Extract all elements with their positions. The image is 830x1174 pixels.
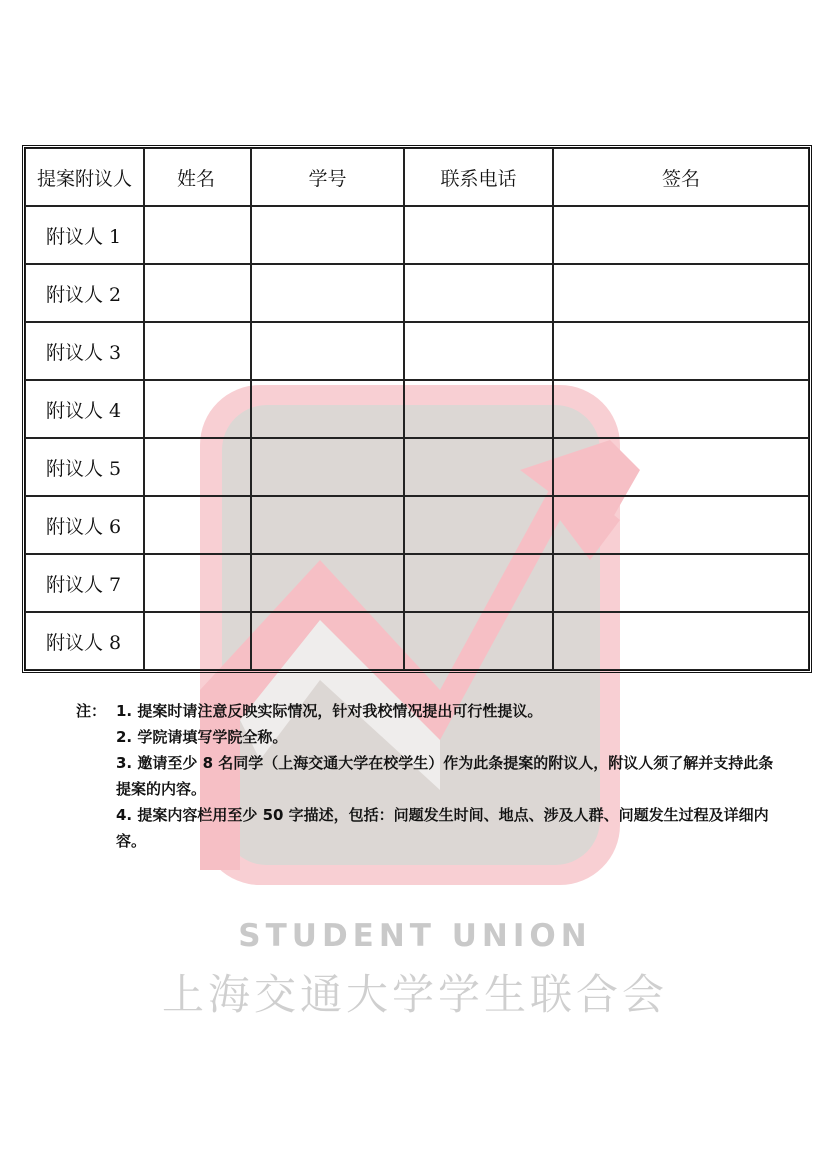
- note-item: [76, 698, 776, 724]
- student-id-cell[interactable]: [251, 322, 404, 380]
- signature-cell[interactable]: [553, 554, 809, 612]
- notes-prefix: 注：: [76, 702, 107, 720]
- row-label: 附议人 2: [25, 264, 144, 322]
- student-id-cell[interactable]: [251, 554, 404, 612]
- phone-cell[interactable]: [404, 322, 553, 380]
- notes-section: [76, 698, 776, 854]
- name-cell[interactable]: [144, 496, 251, 554]
- student-id-cell[interactable]: [251, 380, 404, 438]
- note-text: 1. 提案时请注意反映实际情况，针对我校情况提出可行性提议。: [116, 702, 543, 720]
- table-row: [25, 612, 809, 670]
- name-cell[interactable]: [144, 264, 251, 322]
- note-text: 2. 学院请填写学院全称。: [116, 728, 288, 746]
- row-label: 附议人 6: [25, 496, 144, 554]
- table-row: [25, 438, 809, 496]
- watermark-english-text: STUDENT UNION: [238, 918, 592, 954]
- header-signature: 签名: [553, 148, 809, 206]
- note-text: 3. 邀请至少 8 名同学（上海交通大学在校学生）作为此条提案的附议人，附议人须了解并支持此条提案的内容。: [116, 754, 774, 798]
- signature-cell[interactable]: [553, 206, 809, 264]
- header-name: 姓名: [144, 148, 251, 206]
- phone-cell[interactable]: [404, 206, 553, 264]
- table-header-row: [25, 148, 809, 206]
- note-text: 4. 提案内容栏用至少 50 字描述，包括：问题发生时间、地点、涉及人群、问题发生过程及详细内容。: [116, 806, 769, 850]
- table-row: [25, 322, 809, 380]
- student-id-cell[interactable]: [251, 206, 404, 264]
- name-cell[interactable]: [144, 206, 251, 264]
- table-row: [25, 206, 809, 264]
- table-row: [25, 380, 809, 438]
- table-row: [25, 264, 809, 322]
- phone-cell[interactable]: [404, 438, 553, 496]
- note-item: [76, 724, 776, 750]
- row-label: 附议人 1: [25, 206, 144, 264]
- name-cell[interactable]: [144, 380, 251, 438]
- student-id-cell[interactable]: [251, 496, 404, 554]
- student-id-cell[interactable]: [251, 438, 404, 496]
- header-phone: 联系电话: [404, 148, 553, 206]
- note-item: [76, 750, 776, 802]
- header-seconders: 提案附议人: [25, 148, 144, 206]
- table-row: [25, 496, 809, 554]
- table-row: [25, 554, 809, 612]
- name-cell[interactable]: [144, 554, 251, 612]
- signature-cell[interactable]: [553, 322, 809, 380]
- signature-cell[interactable]: [553, 496, 809, 554]
- name-cell[interactable]: [144, 612, 251, 670]
- watermark-chinese-text: 上海交通大学学生联合会: [161, 970, 668, 1019]
- header-student-id: 学号: [251, 148, 404, 206]
- row-label: 附议人 4: [25, 380, 144, 438]
- phone-cell[interactable]: [404, 380, 553, 438]
- row-label: 附议人 7: [25, 554, 144, 612]
- note-item: [76, 802, 776, 854]
- phone-cell[interactable]: [404, 612, 553, 670]
- signature-cell[interactable]: [553, 264, 809, 322]
- signature-cell[interactable]: [553, 438, 809, 496]
- phone-cell[interactable]: [404, 496, 553, 554]
- phone-cell[interactable]: [404, 554, 553, 612]
- student-id-cell[interactable]: [251, 264, 404, 322]
- row-label: 附议人 5: [25, 438, 144, 496]
- signature-cell[interactable]: [553, 612, 809, 670]
- phone-cell[interactable]: [404, 264, 553, 322]
- student-id-cell[interactable]: [251, 612, 404, 670]
- name-cell[interactable]: [144, 322, 251, 380]
- signature-cell[interactable]: [553, 380, 809, 438]
- seconders-table: [22, 145, 812, 673]
- row-label: 附议人 8: [25, 612, 144, 670]
- name-cell[interactable]: [144, 438, 251, 496]
- row-label: 附议人 3: [25, 322, 144, 380]
